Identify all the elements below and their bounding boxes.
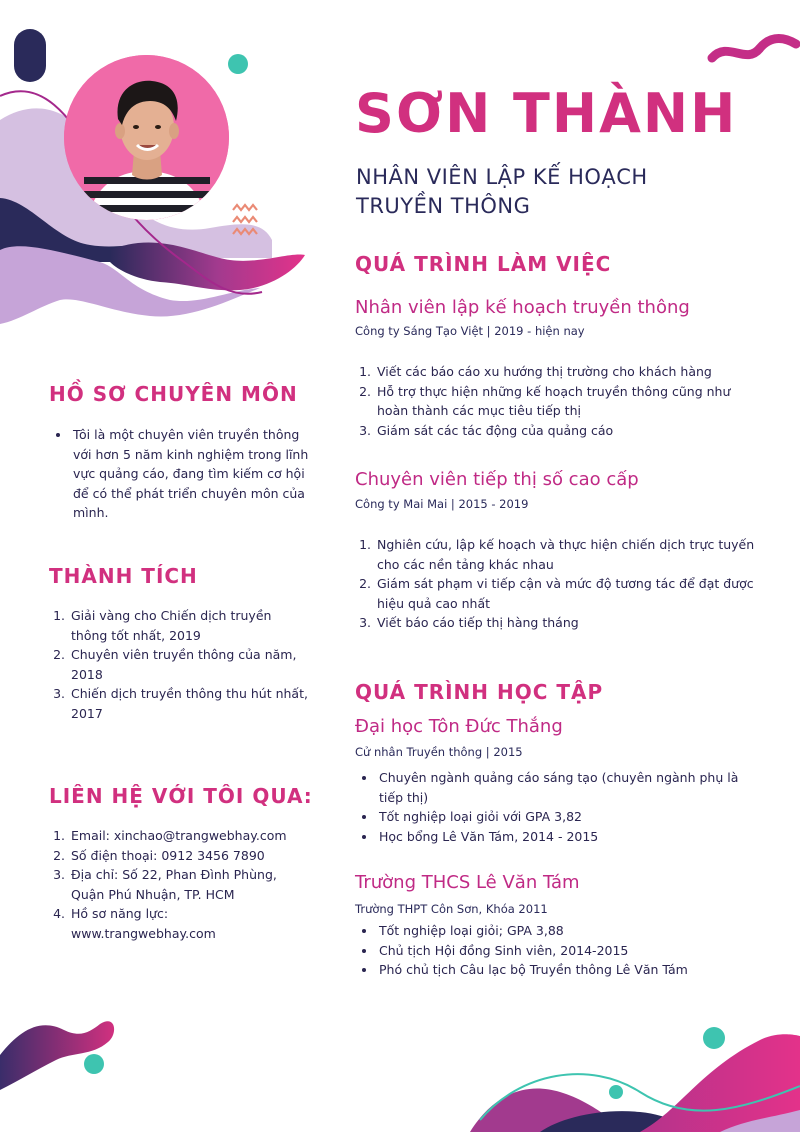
job-meta-1: Công ty Sáng Tạo Việt | 2019 - hiện nay: [355, 324, 585, 338]
job-title-1: Nhân viên lập kế hoạch truyền thông: [355, 297, 690, 318]
list-item: • Phó chủ tịch Câu lạc bộ Truyền thông Lê Văn Tám: [377, 960, 777, 980]
teal-dot: [228, 54, 248, 74]
work-heading: QUÁ TRÌNH LÀM VIỆC: [355, 252, 612, 276]
teal-dot: [703, 1027, 725, 1049]
list-item: 3. Chiến dịch truyền thông thu hút nhất, 2017: [69, 684, 311, 723]
navy-blob: [14, 29, 46, 82]
contact-section: [49, 784, 314, 943]
list-item: • Chuyên ngành quảng cáo sáng tạo (chuyên ngành phụ là tiếp thị): [377, 768, 757, 807]
school-details-2: [355, 921, 777, 980]
contact-heading: LIÊN HỆ VỚI TÔI QUA:: [49, 784, 313, 808]
list-item: • Tốt nghiệp loại giỏi với GPA 3,82: [377, 807, 757, 827]
contact-address: 3. Địa chỉ: Số 22, Phan Đình Phùng, Quận Phú Nhuận, TP. HCM: [69, 865, 314, 904]
school-details-1: [355, 768, 757, 846]
contact-list: [49, 826, 314, 943]
list-item: • Tôi là một chuyên viên truyền thông với hơn 5 năm kinh nghiệm trong lĩnh vực quảng cáo, đang tìm kiếm cơ hội để có thể phát triển chuyên môn của mình.: [71, 425, 311, 523]
list-item: 3. Viết báo cáo tiếp thị hàng tháng: [375, 613, 775, 633]
achievements-section: [49, 564, 311, 723]
list-item: 1. Nghiên cứu, lập kế hoạch và thực hiện chiến dịch trực tuyến cho các nền tảng khác nhau: [375, 535, 775, 574]
school-meta-1: Cử nhân Truyền thông | 2015: [355, 745, 523, 759]
zigzag-icon: [233, 205, 257, 234]
achievements-list: [49, 606, 311, 723]
candidate-name: SƠN THÀNH: [355, 82, 738, 145]
education-heading: QUÁ TRÌNH HỌC TẬP: [355, 680, 604, 704]
list-item: • Chủ tịch Hội đồng Sinh viên, 2014-2015: [377, 941, 777, 961]
person-photo: [64, 55, 229, 220]
achievements-heading: THÀNH TÍCH: [49, 564, 198, 588]
profile-list: [49, 425, 311, 523]
school-meta-2: Trường THPT Côn Sơn, Khóa 2011: [355, 902, 548, 916]
profile-photo: [64, 55, 229, 220]
job-duties-1: [355, 362, 755, 440]
school-title-2: Trường THCS Lê Văn Tám: [355, 872, 580, 893]
profile-section: [49, 382, 311, 523]
list-item: • Học bổng Lê Văn Tám, 2014 - 2015: [377, 827, 757, 847]
teal-dot: [609, 1085, 623, 1099]
list-item: • Tốt nghiệp loại giỏi; GPA 3,88: [377, 921, 777, 941]
list-item: 1. Viết các báo cáo xu hướng thị trường cho khách hàng: [375, 362, 755, 382]
list-item: 2. Giám sát phạm vi tiếp cận và mức độ tương tác để đạt được hiệu quả cao nhất: [375, 574, 775, 613]
list-item: 2. Hỗ trợ thực hiện những kế hoạch truyền thông cũng như hoàn thành các mục tiêu tiếp thị: [375, 382, 755, 421]
contact-email[interactable]: 1. Email: xinchao@trangwebhay.com: [69, 826, 314, 846]
contact-website[interactable]: 4. Hồ sơ năng lực: www.trangwebhay.com: [69, 904, 314, 943]
job-meta-2: Công ty Mai Mai | 2015 - 2019: [355, 497, 529, 511]
contact-phone[interactable]: 2. Số điện thoại: 0912 3456 7890: [69, 846, 314, 866]
job-title: NHÂN VIÊN LẬP KẾ HOẠCH TRUYỀN THÔNG: [356, 165, 648, 218]
school-title-1: Đại học Tôn Đức Thắng: [355, 716, 563, 737]
teal-dot: [84, 1054, 104, 1074]
list-item: 3. Giám sát các tác động của quảng cáo: [375, 421, 755, 441]
job-duties-2: [355, 535, 775, 633]
job-title-2: Chuyên viên tiếp thị số cao cấp: [355, 469, 639, 490]
list-item: 1. Giải vàng cho Chiến dịch truyền thông tốt nhất, 2019: [69, 606, 311, 645]
profile-heading: HỒ SƠ CHUYÊN MÔN: [49, 382, 298, 406]
list-item: 2. Chuyên viên truyền thông của năm, 2018: [69, 645, 311, 684]
squiggle-top-right: [712, 39, 796, 59]
